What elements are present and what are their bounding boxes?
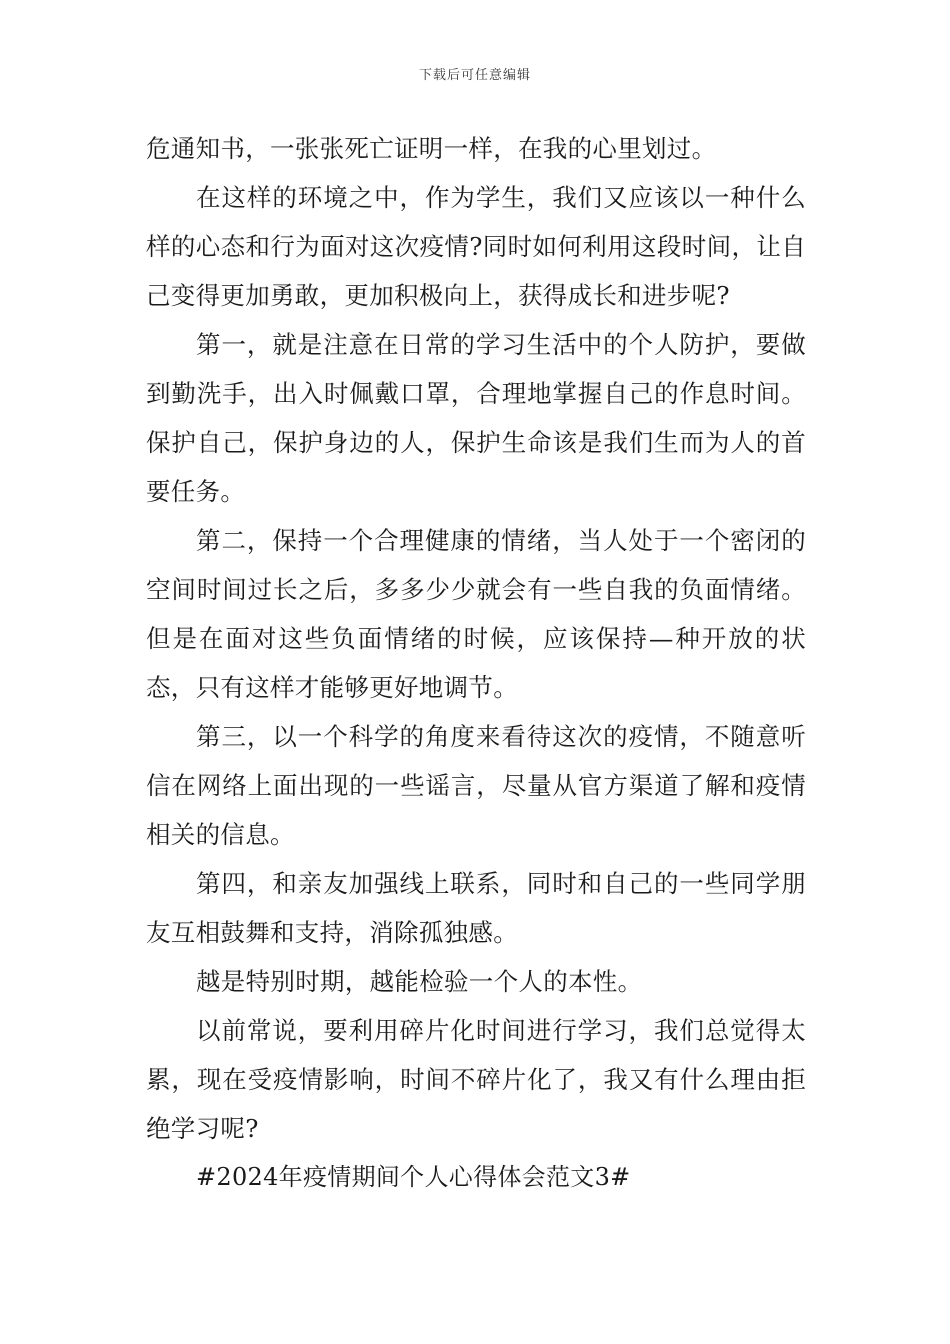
paragraph: 第四，和亲友加强线上联系，同时和自己的一些同学朋友互相鼓舞和支持，消除孤独感。 [146,869,806,947]
paragraph: 越是特别时期，越能检验一个人的本性。 [196,967,643,996]
document-body [146,124,806,1202]
paragraph: 第一，就是注意在日常的学习生活中的个人防护，要做到勤洗手，出入时佩戴口罩，合理地掌握自己的作息时间。保护自己，保护身边的人，保护生命该是我们生而为人的首要任务。 [146,330,806,506]
paragraph: 在这样的环境之中，作为学生，我们又应该以一种什么样的心态和行为面对这次疫情?同时如何利用这段时间，让自己变得更加勇敢，更加积极向上，获得成长和进步呢? [146,183,806,310]
paragraph: 第二，保持一个合理健康的情绪，当人处于一个密闭的空间时间过长之后，多多少少就会有一些自我的负面情绪。但是在面对这些负面情绪的时候，应该保持—种开放的状态，只有这样才能够更好地调节。 [146,526,806,702]
page-header: 下载后可任意编辑 [418,68,531,83]
paragraph: 以前常说，要利用碎片化时间进行学习，我们总觉得太累，现在受疫情影响，时间不碎片化了，我又有什么理由拒绝学习呢? [146,1016,806,1143]
section-heading: #2024年疫情期间个人心得体会范文3# [196,1163,631,1191]
paragraph: 第三，以一个科学的角度来看待这次的疫情，不随意听信在网络上面出现的一些谣言，尽量从官方渠道了解和疫情相关的信息。 [146,722,806,849]
paragraph: 危通知书，一张张死亡证明一样，在我的心里划过。 [146,134,717,163]
